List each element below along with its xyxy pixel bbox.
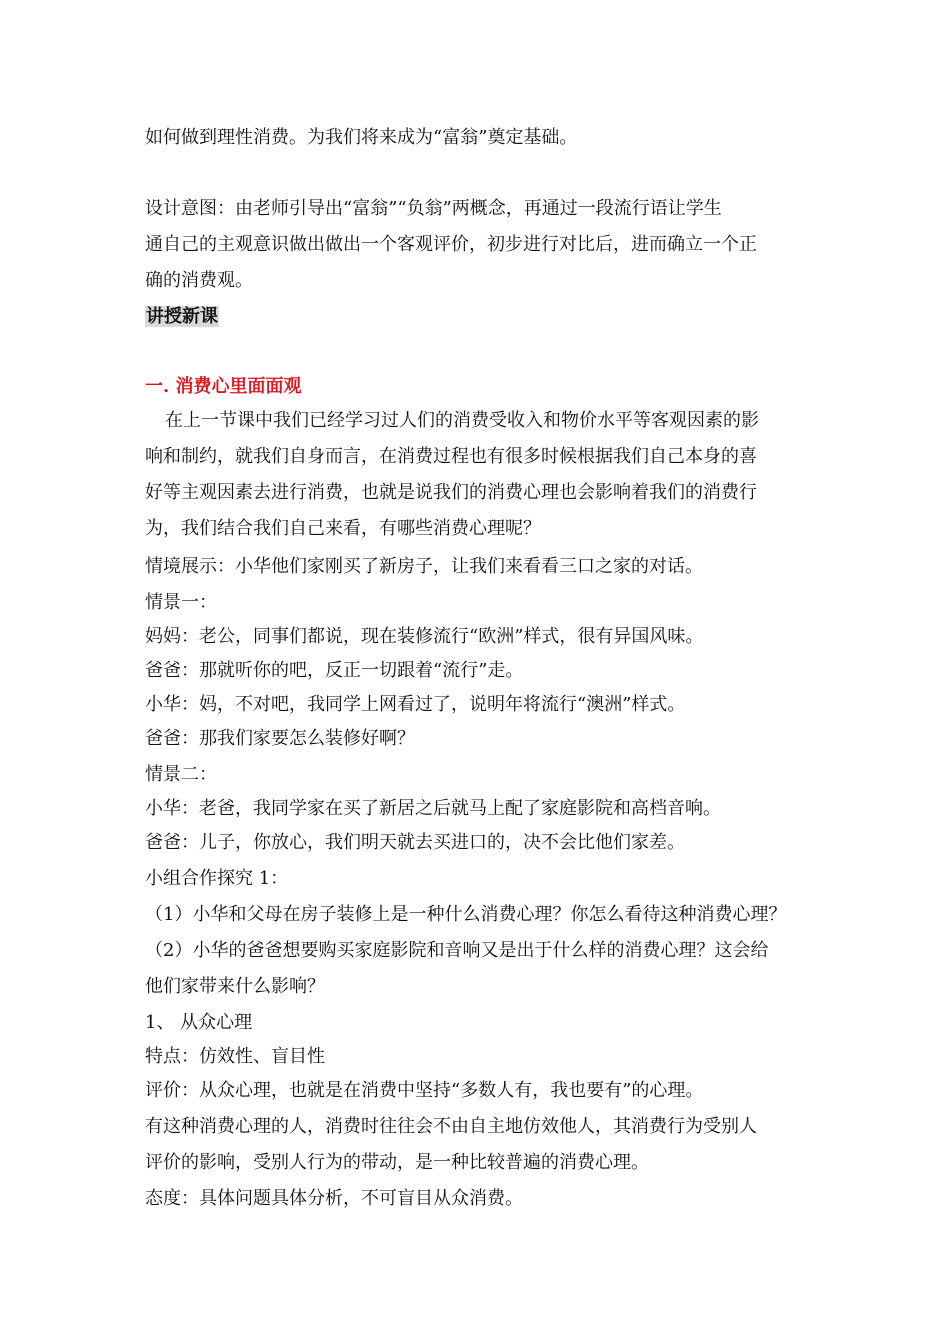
question-2-line-2: 他们家带来什么影响？ (145, 976, 325, 997)
item1-attitude: 态度：具体问题具体分析，不可盲目从众消费。 (145, 1188, 523, 1209)
item1-title: 1、 从众心理 (145, 1012, 253, 1033)
group-inquiry-title: 小组合作探究 1： (145, 868, 289, 889)
paragraph-line-4: 为，我们结合我们自己来看，有哪些消费心理呢？ (145, 518, 541, 539)
paragraph-line-2: 响和制约，就我们自身而言，在消费过程也有很多时候根据我们自己本身的喜 (145, 446, 757, 467)
scene1-title: 情景一： (145, 592, 217, 613)
item1-explain-line-1: 有这种消费心理的人，消费时往往会不由自主地仿效他人，其消费行为受别人 (145, 1116, 757, 1137)
design-intent-line-1: 设计意图：由老师引导出“富翁”“负翁”两概念，再通过一段流行语让学生 (145, 198, 722, 219)
section-title-text: 讲授新课 (146, 306, 218, 327)
scene1-line-4: 爸爸：那我们家要怎么装修好啊？ (145, 728, 415, 749)
question-1: （1）小华和父母在房子装修上是一种什么消费心理？你怎么看待这种消费心理？ (145, 904, 787, 925)
scene1-line-1: 妈妈：老公，同事们都说，现在装修流行“欧洲”样式，很有异国风味。 (145, 626, 704, 647)
paragraph-line-3: 好等主观因素去进行消费，也就是说我们的消费心理也会影响着我们的消费行 (145, 482, 757, 503)
intro-line: 如何做到理性消费。为我们将来成为“富翁”奠定基础。 (145, 127, 578, 148)
scene2-title: 情景二： (145, 764, 217, 785)
scene1-line-3: 小华：妈，不对吧，我同学上网看过了，说明年将流行“澳洲”样式。 (145, 694, 686, 715)
scene2-line-2: 爸爸：儿子，你放心，我们明天就去买进口的，决不会比他们家差。 (145, 832, 685, 853)
question-2-line-1: （2）小华的爸爸想要购买家庭影院和音响又是出于什么样的消费心理？这会给 (145, 940, 769, 961)
paragraph-line-1: 在上一节课中我们已经学习过人们的消费受收入和物价水平等客观因素的影 (165, 410, 759, 431)
design-intent-line-2: 通自己的主观意识做出做出一个客观评价，初步进行对比后，进而确立一个正 (145, 234, 757, 255)
item1-features: 特点：仿效性、盲目性 (145, 1046, 325, 1067)
section-title (145, 306, 219, 328)
item1-evaluation: 评价：从众心理，也就是在消费中坚持“多数人有，我也要有”的心理。 (145, 1080, 704, 1101)
item1-explain-line-2: 评价的影响，受别人行为的带动，是一种比较普遍的消费心理。 (145, 1152, 649, 1173)
subsection-title: 一. 消费心里面面观 (145, 376, 302, 397)
scene1-line-2: 爸爸：那就听你的吧，反正一切跟着“流行”走。 (145, 660, 524, 681)
scenario-intro: 情境展示：小华他们家刚买了新房子，让我们来看看三口之家的对话。 (145, 556, 703, 577)
design-intent-line-3: 确的消费观。 (145, 270, 253, 291)
scene2-line-1: 小华：老爸，我同学家在买了新居之后就马上配了家庭影院和高档音响。 (145, 798, 721, 819)
